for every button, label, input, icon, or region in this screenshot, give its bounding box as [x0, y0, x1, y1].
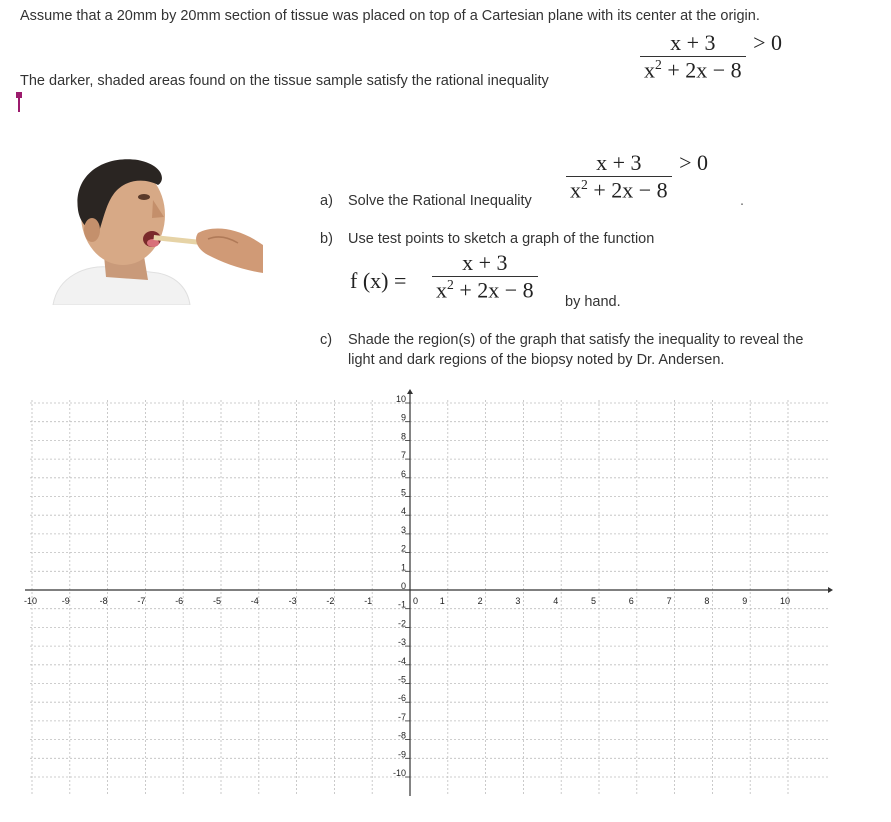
y-tick-label: -10 — [392, 768, 406, 778]
x-tick-label: 8 — [704, 596, 710, 606]
y-tick-label: 2 — [400, 543, 406, 554]
x-tick-label: -2 — [326, 596, 335, 606]
question-c-marker: c) — [320, 332, 333, 348]
x-tick-label: -4 — [250, 596, 259, 606]
cartesian-grid — [0, 380, 891, 820]
question-c-line-1: Shade the region(s) of the graph that satisfy the inequality to reveal the — [348, 332, 804, 348]
y-tick-label: -9 — [397, 749, 406, 760]
x-tick-label: -3 — [288, 596, 297, 606]
x-tick-label: -1 — [364, 596, 373, 606]
x-tick-label: 4 — [553, 596, 559, 606]
y-tick-label: 9 — [400, 412, 406, 423]
x-tick-label: -10 — [24, 596, 38, 606]
intro-relation: > 0 — [753, 29, 783, 55]
x-tick-label: -7 — [137, 596, 146, 606]
x-tick-label: -9 — [61, 596, 70, 606]
question-b-text: Use test points to sketch a graph of the function — [348, 231, 655, 247]
question-a-marker: a) — [320, 193, 333, 209]
x-axis-arrow — [828, 587, 833, 593]
y-tick-label: -4 — [397, 655, 406, 666]
y-tick-label: 6 — [400, 468, 406, 479]
y-tick-label: 8 — [400, 431, 406, 442]
y-tick-label: 10 — [395, 394, 406, 404]
x-tick-label: 1 — [439, 596, 445, 606]
intro-line-1: Assume that a 20mm by 20mm section of tissue was placed on top of a Cartesian plane with its center at the origin. — [20, 8, 760, 24]
y-tick-label: -7 — [397, 711, 406, 722]
question-a-text: Solve the Rational Inequality — [348, 193, 532, 209]
question-c-line-2: light and dark regions of the biopsy noted by Dr. Andersen. — [348, 352, 725, 368]
person-tongue-depressor-photo — [48, 155, 268, 305]
y-tick-label: -6 — [397, 693, 406, 704]
function-rhs: $\frac{x + 3}{x^2 + 2x - 8}$ — [432, 250, 538, 303]
x-tick-label: -6 — [175, 596, 184, 606]
x-tick-label: -5 — [213, 596, 222, 606]
y-tick-label: -2 — [397, 618, 406, 629]
question-a-inequality: $\frac{x + 3}{x^2 + 2x - 8}$ > 0 — [566, 150, 708, 203]
x-tick-label: 9 — [742, 596, 748, 606]
y-tick-label: 5 — [400, 487, 406, 498]
question-a-trailing-dot: . — [740, 193, 745, 209]
function-lhs: f (x) = — [350, 268, 407, 293]
intro-denominator: $x^2 + 2x - 8$ — [644, 57, 742, 83]
x-tick-label: 5 — [591, 596, 597, 606]
x-tick-label: 10 — [780, 596, 791, 606]
x-tick-label: 3 — [515, 596, 521, 606]
x-tick-label: -8 — [99, 596, 108, 606]
y-axis-arrow — [407, 389, 413, 394]
x-tick-label: 0 — [413, 596, 419, 606]
question-b-marker: b) — [320, 231, 333, 247]
x-tick-label: 7 — [666, 596, 672, 606]
y-tick-label: -3 — [397, 637, 406, 648]
y-tick-label: 1 — [400, 562, 406, 573]
y-tick-label: -5 — [397, 674, 406, 685]
intro-numerator: x + 3 — [670, 30, 716, 55]
y-tick-label: 7 — [400, 450, 406, 461]
tick-labels — [24, 394, 790, 778]
x-tick-label: 2 — [477, 596, 483, 606]
y-tick-label: 0 — [400, 581, 406, 591]
intro-line-2: The darker, shaded areas found on the tissue sample satisfy the rational inequality — [20, 73, 549, 89]
x-tick-label: 6 — [628, 596, 634, 606]
y-tick-label: -1 — [397, 599, 406, 610]
y-tick-label: -8 — [397, 730, 406, 741]
axes — [25, 389, 833, 796]
y-tick-label: 4 — [400, 506, 406, 517]
text-cursor-icon — [16, 92, 24, 114]
question-b-suffix: by hand. — [565, 294, 621, 310]
y-tick-label: 3 — [400, 524, 406, 535]
intro-inequality — [640, 30, 782, 83]
